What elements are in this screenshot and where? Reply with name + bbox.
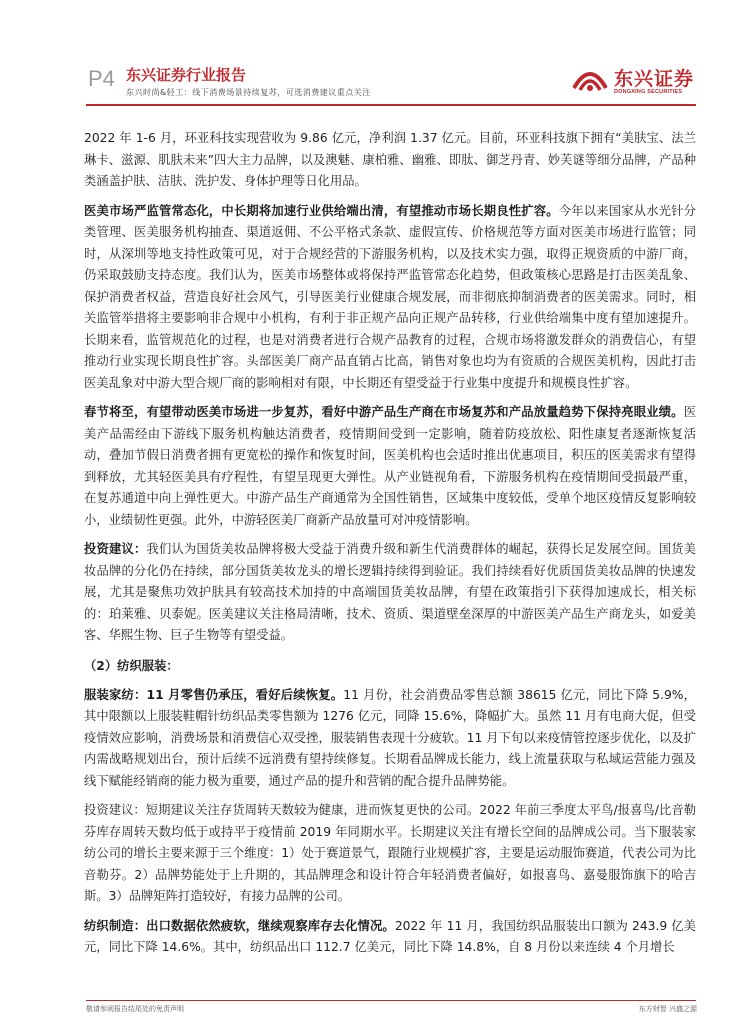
header-divider: [86, 104, 696, 106]
paragraph-text: 医美产品需经由下游线下服务机构触达消费者，疫情期间受到一定影响，随着防疫放松、阳性康复者逐渐恢复活动，叠加节假日消费者拥有更宽松的操作和恢复时间，医美机构也会适时推出优惠项目，积压的医美需求有望得到释放，尤其轻医美具有疗程性，有望呈现更大弹性。从产业链视角看，下游服务机构在疫情期间受损最严重，在复苏通道中向上弹性更大。中游产品生产商通常为全国性销售，区域集中度较低，受单个地区疫情反复影响较小，业绩韧性更强。此外，中游轻医美厂商新产品放量可对冲疫情影响。: [84, 405, 696, 527]
page-number: P4: [88, 66, 115, 91]
report-title: 东兴证券行业报告: [126, 66, 247, 84]
paragraph-lead: 春节将至，有望带动医美市场进一步复苏，看好中游产品生产商在市场复苏和产品放量趋势下保持亮眼业绩。: [84, 405, 684, 419]
paragraph-spring-festival: [84, 402, 696, 531]
paragraph-lead: 医美市场严监管常态化，中长期将加速行业供给端出清，有望推动市场长期良性扩容。: [84, 203, 559, 218]
paragraph-text: 我们认为国货美妆品牌将极大受益于消费升级和新生代消费群体的崛起，获得长足发展空间。国货美妆品牌的分化仍在持续，部分国货美妆龙头的增长逻辑持续得到验证。我们持续看好优质国货美妆品牌的快速发展，尤其是聚焦功效护肤具有较高技术加持的中高端国货美妆品牌，有望在政策指引下获得加速成长，相关标的：珀莱雅、贝泰妮。医美建议关注格局清晰，技术、资质、渠道壁垒深厚的中游医美产品生产商龙头，如爱美客、华熙生物、巨子生物等有望受益。: [84, 542, 696, 642]
paragraph-text: 今年以来国家从水光针分类管理、医美服务机构抽查、渠道返佣、不公平格式条款、虚假宣传、价格规范等方面对医美市场进行监管；同时，从深圳等地支持性政策可见，对于合规经营的下游服务机构，以及技术实力强，取得正规资质的中游厂商，仍采取鼓励支持态度。我们认为，医美市场整体或将保持严监管常态化趋势，但政策核心思路是打击医美乱象、保护消费者权益，营造良好社会风气，引导医美行业健康合规发展，而非彻底抑制消费者的医美需求。同时，相关监管举措将主要影响非合规中小机构，有利于非正规产品向正规产品转移，行业供给端集中度有望加速提升。长期来看，监管规范化的过程，也是对消费者进行合规产品教育的过程，合规市场将激发群众的消费信心，有望推动行业实现长期良性扩容。头部医美厂商产品直销占比高，销售对象也均为有资质的合规医美机构，因此打击医美乱象对中游大型合规厂商的影响相对有限，中长期还有望受益于行业集中度提升和规模良性扩容。: [84, 203, 696, 390]
paragraph-lead: 服装家纺：11 月零售仍承压，看好后续恢复。: [84, 687, 344, 702]
paragraph-textile-manufacturing: [84, 916, 696, 959]
paragraph-regulation: [84, 201, 696, 395]
logo-mark-icon: [572, 66, 608, 96]
paragraph-apparel: [84, 685, 696, 793]
logo-text-en: DONGXING SECURITIES: [614, 89, 683, 95]
footer-divider: [86, 1000, 696, 1001]
logo-text-cn: 东兴证券: [614, 68, 695, 90]
company-logo: [572, 62, 698, 102]
paragraph-lead: 投资建议：: [84, 542, 147, 556]
footer-slogan: 东方财智 兴盛之源: [638, 1005, 697, 1013]
report-subtitle: 东兴时尚&轻工：线下消费场景持续复苏，可选消费建议重点关注: [126, 88, 371, 97]
paragraph-huanya: 2022 年 1-6 月，环亚科技实现营收为 9.86 亿元，净利润 1.37 亿元。目前，环亚科技旗下拥有“美肤宝、法兰琳卡、滋源、肌肤未来”四大主力品牌，以及澳魅、康柏雅、幽雅、即肽、御芝丹青、妙芙谜等细分品牌，产品种类涵盖护肤、洁肤、洗护发、身体护理等日化用品。: [84, 131, 696, 188]
section-heading-textile: （2）纺织服装：: [84, 658, 179, 673]
report-body: [84, 128, 696, 967]
paragraph-lead: 纺织制造：出口数据依然疲软，继续观察库存去化情况。: [84, 918, 395, 933]
paragraph-apparel-advice: 投资建议：短期建议关注存货周转天数较为健康，进而恢复更快的公司。2022 年前三季度太平鸟/报喜鸟/比音勒芬库存周转天数均低于或持平于疫情前 2019 年同期水平。长期建议关注有增长空间的品牌成公司。当下服装家纺公司的增长主要来源于三个维度：1）处于赛道景气，跟随行业规模扩容，主要是运动服饰赛道，代表公司为比音勒芬。2）品牌势能处于上升期的，其品牌理念和设计符合年轻消费者偏好，如报喜鸟、嘉曼服饰旗下的哈吉斯。3）品牌矩阵打造较好，有接力品牌的公司。: [84, 803, 696, 903]
footer-disclaimer: 敬请参阅报告结尾处的免责声明: [86, 1005, 184, 1013]
paragraph-text: 2022 年 11 月，我国纺织品服装出口额为 243.9 亿美元，同比下降 14.6%。其中，纺织品出口 112.7 亿美元，同比下降 14.8%，自 8 月份以来连续 4 个月增长: [84, 918, 696, 954]
paragraph-investment-advice: [84, 539, 696, 647]
paragraph-text: 11 月份，社会消费品零售总额 38615 亿元，同比下降 5.9%，其中限额以上服装鞋帽针纺织品类零售额为 1276 亿元，同降 15.6%，降幅扩大。虽然 11 月有电商大促，但受疫情效应影响，消费场景和消费信心双受挫，服装销售表现十分疲软。11 月下旬以来疫情管控逐步优化，以及扩内需战略规划出台，预计后续不远消费有望持续修复。长期看品牌成长能力，线上流量获取与私域运营能力强及线下赋能经销商的能力极为重要，通过产品的提升和营销的配合提升品牌势能。: [84, 687, 696, 788]
